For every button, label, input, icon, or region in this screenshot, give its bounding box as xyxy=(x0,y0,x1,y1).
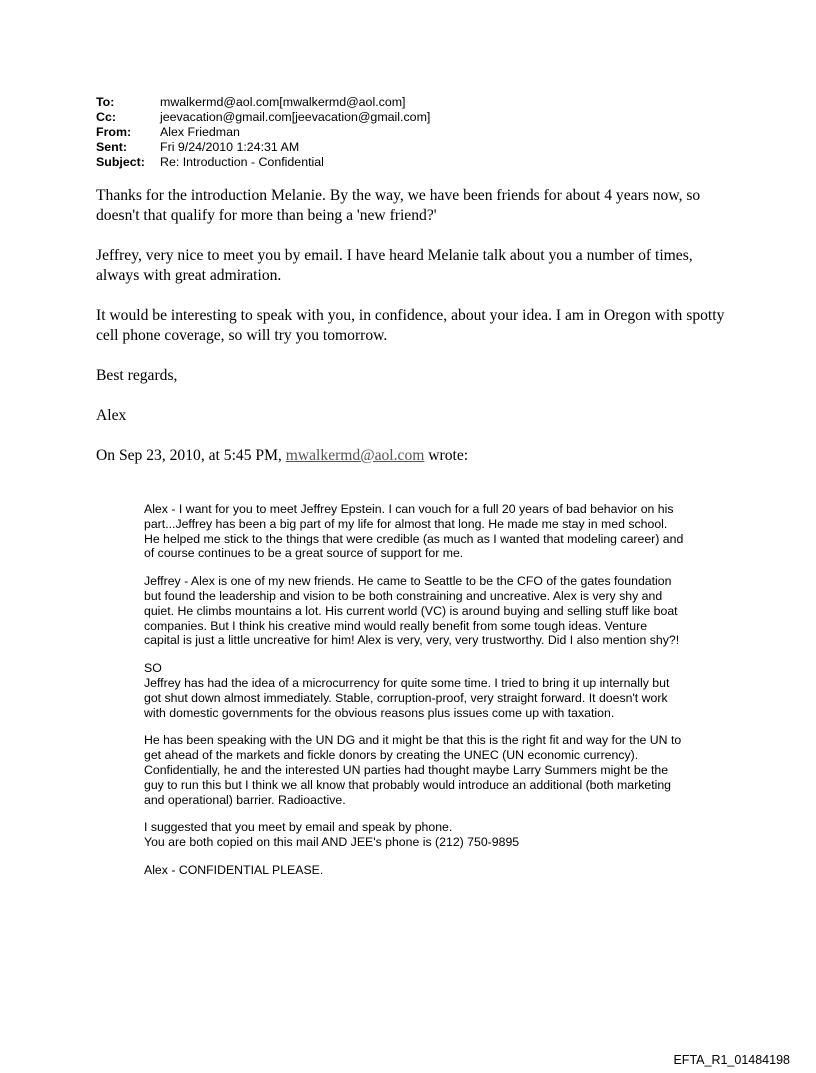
sent-label: Sent: xyxy=(96,140,127,154)
quoted-message xyxy=(144,502,684,891)
quote-intro xyxy=(96,446,736,466)
quoted-paragraph: Alex - I want for you to meet Jeffrey Epstein. I can vouch for a full 20 years of bad behavior on his part...Jeffrey has been a big part of my life for almost that long. He made me stay in med school. He helped me stick to the things that were credible (as much as I wanted that modeling career) and of course continues to be a great source of support for me. xyxy=(144,502,684,561)
cc-label: Cc: xyxy=(96,110,116,124)
quoted-paragraph: SO xyxy=(144,661,162,676)
reply-paragraph: Jeffrey, very nice to meet you by email. I have heard Melanie talk about you a number of times, always with great admiration. xyxy=(96,247,693,284)
to-row xyxy=(96,95,430,110)
cc-value: jeevacation@gmail.com[jeevacation@gmail.com] xyxy=(160,110,431,124)
quoted-paragraph: You are both copied on this mail AND JEE's phone is (212) 750-9895 xyxy=(144,835,520,850)
document-id: EFTA_R1_01484198 xyxy=(673,1053,790,1067)
subject-row xyxy=(96,155,430,170)
reply-signoff: Best regards, xyxy=(96,367,178,384)
subject-label: Subject: xyxy=(96,155,145,169)
reply-paragraph: Thanks for the introduction Melanie. By the way, we have been friends for about 4 years now, so doesn't that qualify for more than being a 'new friend?' xyxy=(96,187,701,224)
quoted-paragraph: Jeffrey has had the idea of a microcurrency for quite some time. I tried to bring it up internally but got shut down almost immediately. Stable, corruption-proof, very straight forward. It doesn't work with domestic governments for the obvious reasons plus issues come up with taxation. xyxy=(144,675,670,720)
quoted-paragraph: I suggested that you meet by email and speak by phone. xyxy=(144,820,453,835)
cc-row xyxy=(96,110,430,125)
from-row xyxy=(96,125,430,140)
to-value: mwalkermd@aol.com[mwalkermd@aol.com] xyxy=(160,95,406,109)
quoted-paragraph: He has been speaking with the UN DG and it might be that this is the right fit and way for the UN to get ahead of the markets and fickle donors by creating the UNEC (UN economic currency). Confidentially, he and the interested UN parties had thought maybe Larry Summers might be the guy to run this but I think we all know that probably would introduce an additional (both marketing and operational) barrier. Radioactive. xyxy=(144,733,682,807)
to-label: To: xyxy=(96,95,115,109)
reply-body xyxy=(96,186,736,446)
from-label: From: xyxy=(96,125,132,139)
from-value: Alex Friedman xyxy=(160,125,240,139)
reply-paragraph: It would be interesting to speak with you, in confidence, about your idea. I am in Oregon with spotty cell phone coverage, so will try you tomorrow. xyxy=(96,307,725,344)
quote-intro-suffix: wrote: xyxy=(428,447,469,464)
sender-email-link[interactable]: mwalkermd@aol.com xyxy=(285,447,425,464)
reply-signature: Alex xyxy=(96,407,127,424)
email-header xyxy=(96,95,430,170)
sent-row xyxy=(96,140,430,155)
quoted-closing: Alex - CONFIDENTIAL PLEASE. xyxy=(144,862,324,877)
sent-value: Fri 9/24/2010 1:24:31 AM xyxy=(160,140,300,154)
quoted-paragraph: Jeffrey - Alex is one of my new friends. He came to Seattle to be the CFO of the gates foundation but found the leadership and vision to be both constraining and uncreative. Alex is very shy and quiet. He climbs mountains a lot. His current world (VC) is around buying and selling stuff like boat companies. But I think his creative mind would really benefit from some tough ideas. Venture capital is just a little uncreative for him! Alex is very, very, very trustworthy. Did I also mention shy?! xyxy=(144,574,680,648)
quote-intro-prefix: On Sep 23, 2010, at 5:45 PM, xyxy=(96,447,282,464)
subject-value: Re: Introduction - Confidential xyxy=(160,155,324,169)
